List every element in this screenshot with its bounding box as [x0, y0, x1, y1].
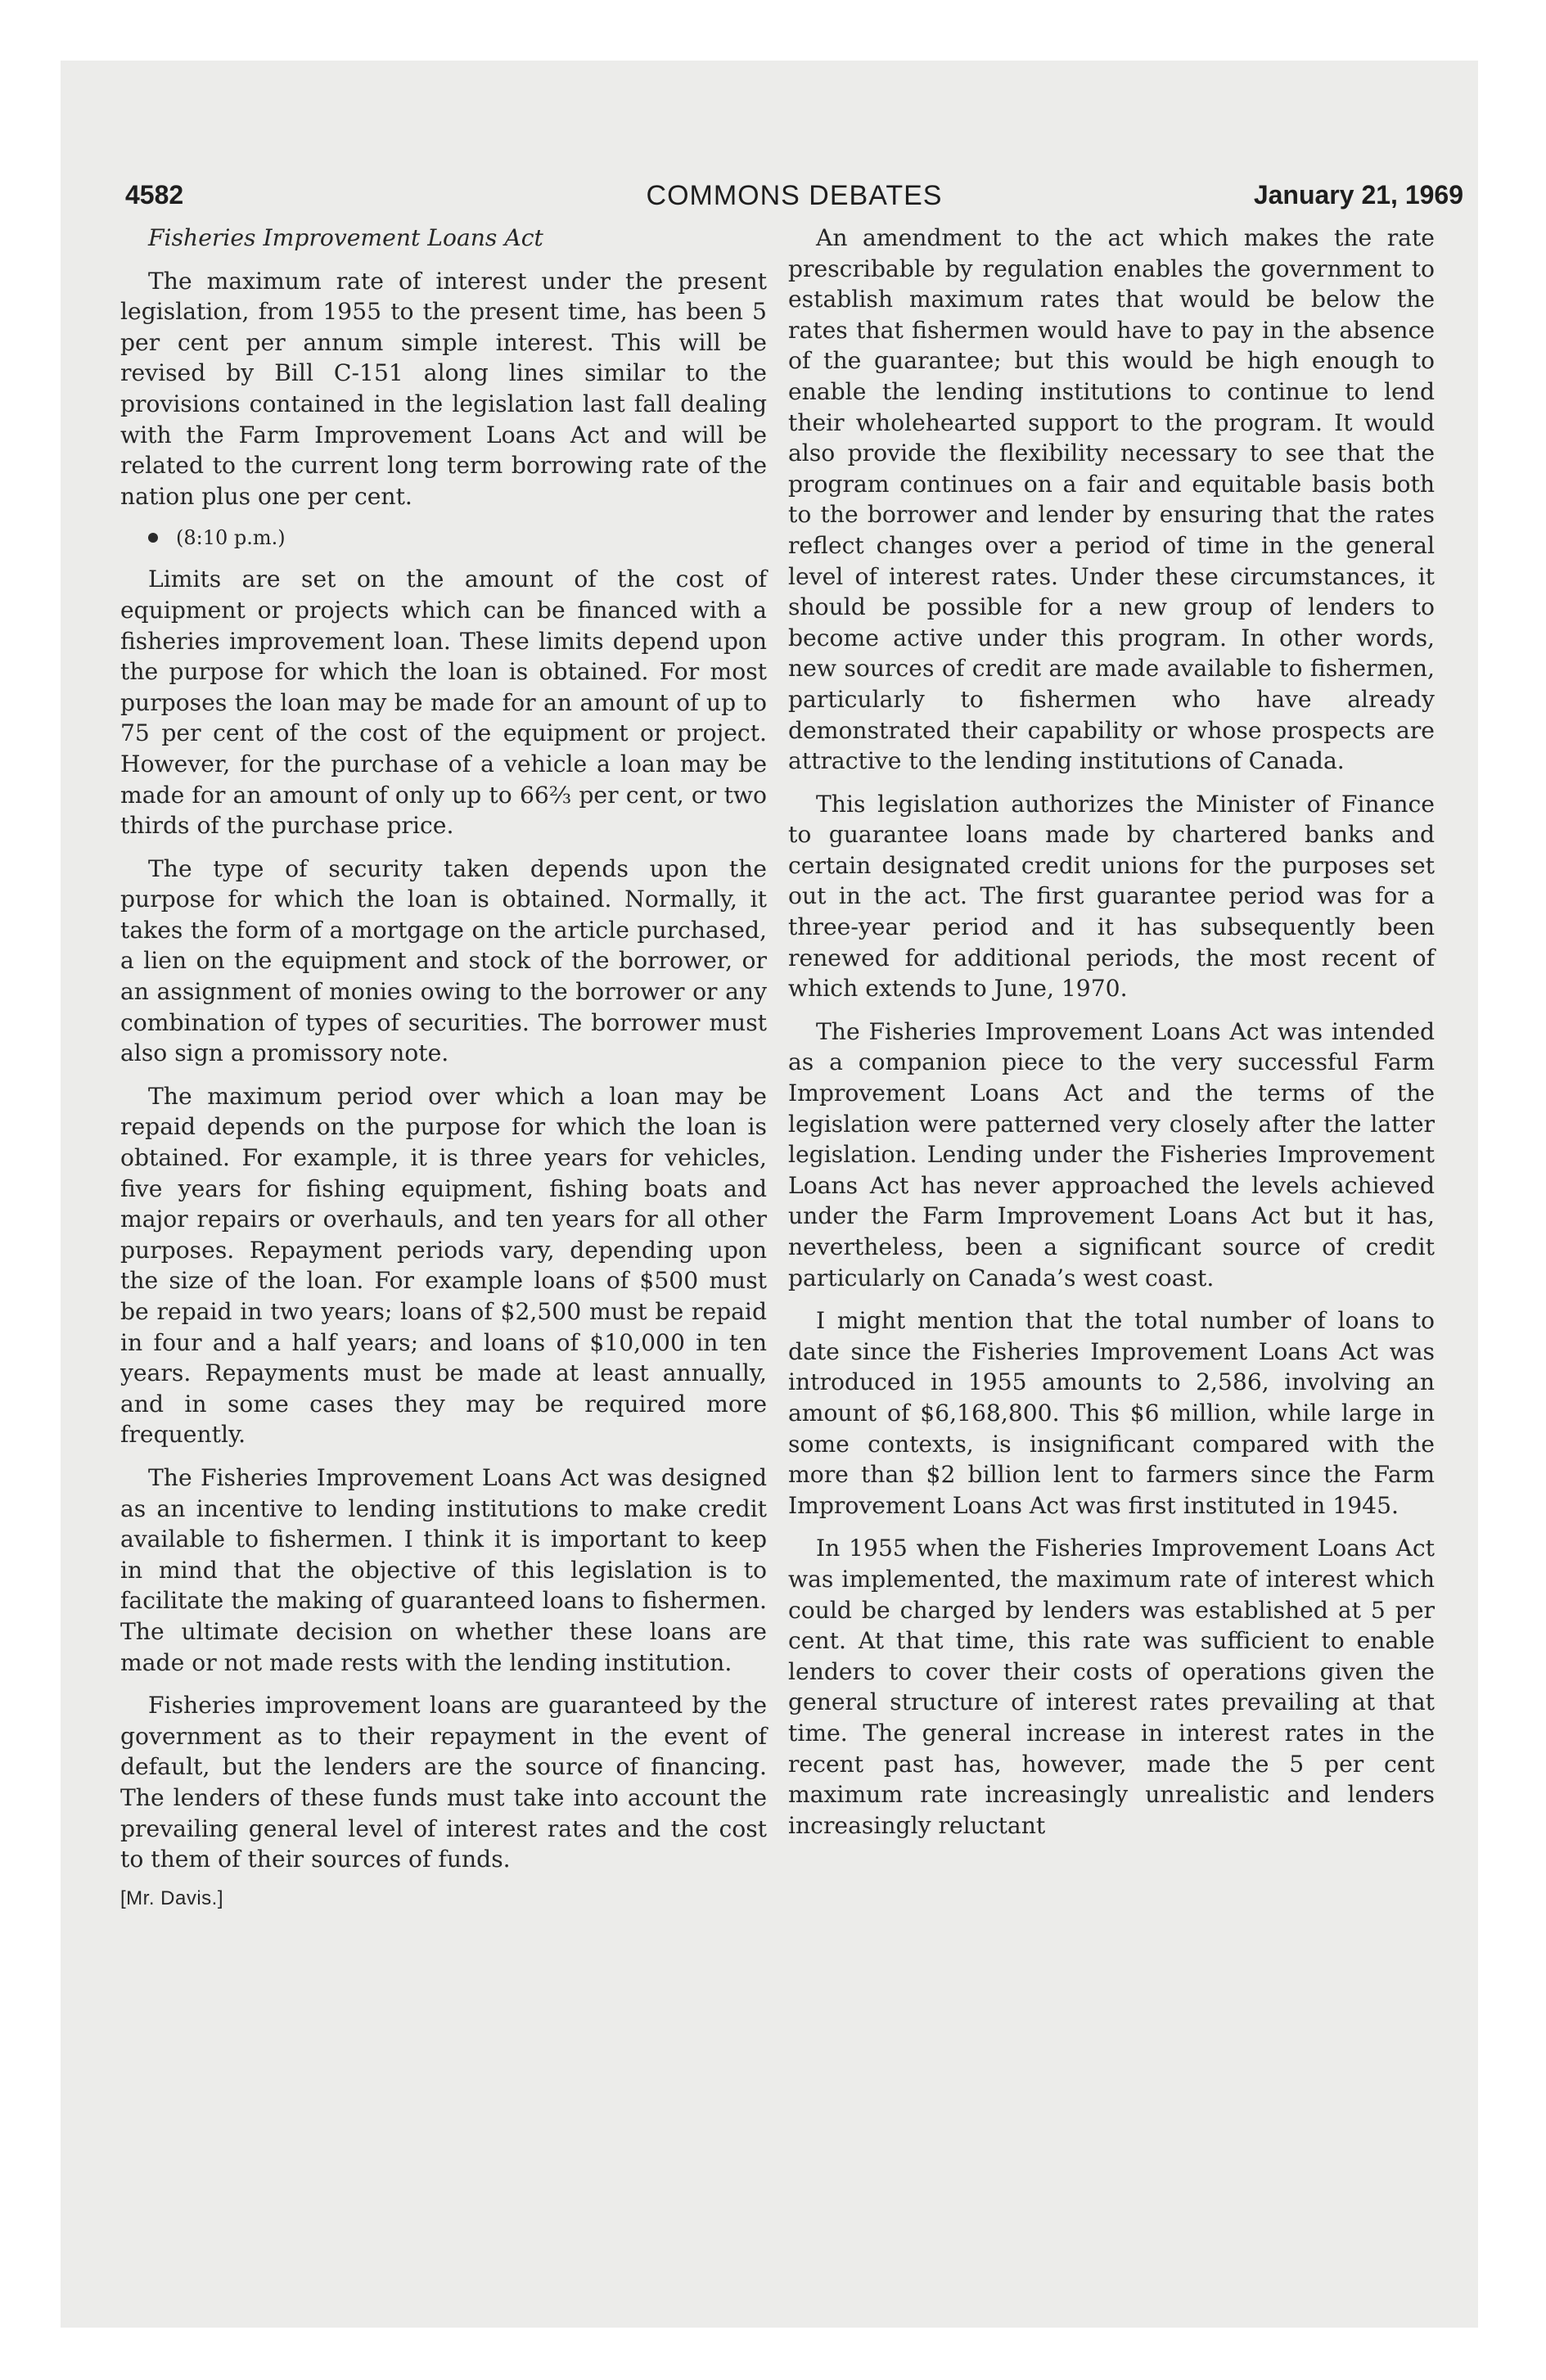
bullet-icon [148, 533, 158, 543]
paragraph: Limits are set on the amount of the cost of equipment or projects which can be financed with a fisheries improvement loan. These limits depend upon the purpose for which the loan is obtained. For most purposes the loan may be made for an amount of up to 75 per cent of the cost of the equipment or project. However, for the purchase of a vehicle a loan may be made for an amount of only up to 66⅔ per cent, or two thirds of the purchase price. [120, 566, 767, 840]
paragraph: I might mention that the total number of loans to date since the Fisheries Improvement Loans Act was introduced in 1955 amounts to 2,586, involving an amount of $6,168,800. This $6 million, while large in some contexts, is insignificant compared with the more than $2 billion lent to farmers since the Farm Improvement Loans Act was first instituted in 1945. [788, 1307, 1435, 1519]
section-title: Fisheries Improvement Loans Act [148, 224, 543, 251]
paragraph: An amendment to the act which makes the rate prescribable by regulation enables the government to establish maximum rates that would be below the rates that fishermen would have to pay in the absence of the guarantee; but this would be high enough to enable the lending institutions to continue to lend their wholehearted support to the program. It would also provide the flexibility necessary to see that the program continues on a fair and equitable basis both to the borrower and lender by ensuring that the rates reflect changes over a period of time in the general level of interest rates. Under these circumstances, it should be possible for a new group of lenders to become active under this program. In other words, new sources of credit are made available to fishermen, particularly to fishermen who have already demonstrated their capability or whose prospects are attractive to the lending institutions of Canada. [788, 224, 1435, 775]
speaker-attribution: [Mr. Davis.] [120, 1886, 224, 1909]
right-column [788, 223, 1435, 1853]
paragraph: In 1955 when the Fisheries Improvement Loans Act was implemented, the maximum rate of interest which could be charged by lenders was established at 5 per cent. At that time, this rate was sufficient to enable lenders to cover their costs of operations given the general structure of interest rates prevailing at that time. The general increase in interest rates in the recent past has, however, made the 5 per cent maximum rate increasingly unrealistic and lenders increasingly reluctant [788, 1535, 1435, 1839]
page-header [125, 180, 1463, 218]
paragraph: The maximum rate of interest under the present legislation, from 1955 to the present time, has been 5 per cent per annum simple interest. This will be revised by Bill C-151 along lines similar to the provisions contained in the legislation last fall dealing with the Farm Improvement Loans Act and will be related to the current long term borrowing rate of the nation plus one per cent. [120, 267, 767, 510]
timestamp [120, 524, 767, 552]
timestamp-text: (8:10 p.m.) [176, 526, 286, 550]
publication-date: January 21, 1969 [1253, 180, 1463, 210]
paragraph: The Fisheries Improvement Loans Act was designed as an incentive to lending institutions to make credit available to fishermen. I think it is important to keep in mind that the objective of this legislation is to facilitate the making of guaranteed loans to fishermen. The ultimate decision on whether these loans are made or not made rests with the lending institution. [120, 1463, 767, 1676]
left-column [120, 223, 767, 1910]
publication-title: COMMONS DEBATES [646, 180, 943, 211]
paragraph: The maximum period over which a loan may be repaid depends on the purpose for which the loan is obtained. For example, it is three years for vehicles, five years for fishing equipment, fishing boats and major repairs or overhauls, and ten years for all other purposes. Repayment periods vary, depending upon the size of the loan. For example loans of $500 must be repaid in two years; loans of $2,500 must be repaid in four and a half years; and loans of $10,000 in ten years. Repayments must be made at least annually, and in some cases they may be required more frequently. [120, 1082, 767, 1449]
paragraph: The Fisheries Improvement Loans Act was intended as a companion piece to the very successful Farm Improvement Loans Act and the terms of the legislation were patterned very closely after the latter legislation. Lending under the Fisheries Improvement Loans Act has never approached the levels achieved under the Farm Improvement Loans Act but it has, nevertheless, been a significant source of credit particularly on Canada’s west coast. [788, 1017, 1435, 1291]
page-number: 4582 [125, 180, 184, 210]
paragraph: Fisheries improvement loans are guaranteed by the government as to their repayment in the event of default, but the lenders are the source of financing. The lenders of these funds must take into account the prevailing general level of interest rates and the cost to them of their sources of funds. [120, 1692, 767, 1873]
paragraph: The type of security taken depends upon the purpose for which the loan is obtained. Normally, it takes the form of a mortgage on the article purchased, a lien on the equipment and stock of the borrower, or an assignment of monies owing to the borrower or any combination of types of securities. The borrower must also sign a promissory note. [120, 854, 767, 1067]
paragraph: This legislation authorizes the Minister of Finance to guarantee loans made by chartered banks and certain designated credit unions for the purposes set out in the act. The first guarantee period was for a three-year period and it has subsequently been renewed for additional periods, the most recent of which extends to June, 1970. [788, 790, 1435, 1003]
